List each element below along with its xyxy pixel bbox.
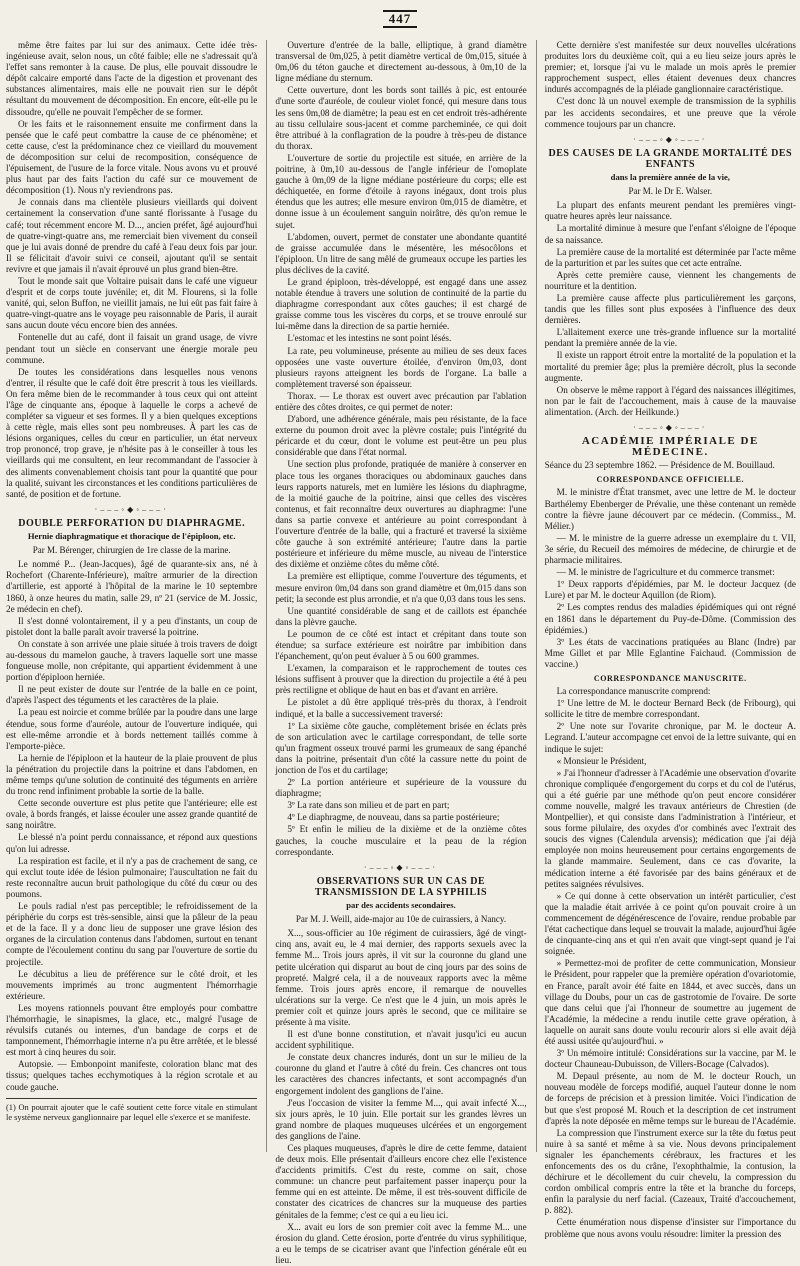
body-paragraph: L'examen, la comparaison et le rapprochement de toutes ces lésions suffisent à prouver que la direction du projectile a été à peu près rectiligne et oblique de haut en bas et d'avant en arrière.	[275, 663, 527, 696]
body-paragraph: Or les faits et le raisonnement ensuite me confirment dans la pensée que le café peut combattre la cause de ce phénomène; et cette cause, c'est la prédominance chez ce vieillard du mouvement de décomposition sur celui de recomposition, conséquence de l'épuisement, de l'usure de la force vitale. Nous avons vu et prouvé plus haut par des faits l'action du café sur ce mouvement de décomposition (1). Nous n'y reviendrons pas.	[6, 118, 258, 196]
body-paragraph: Cette ouverture, dont les bords sont taillés à pic, est entourée d'une sorte d'auréole, de couleur violet foncé, qui mesure dans tous les sens 0m,08 de diamètre; la peau est en cet endroit très-adhérente au tissu cellulaire sous-jacent et comme parcheminée, ce qui doit être attribué à la conflagration de la poudre à très-peu de distance du thorax.	[275, 85, 527, 151]
body-paragraph: Il est d'une bonne constitution, et n'avait jusqu'ici eu aucun accident syphilitique.	[275, 1029, 527, 1051]
body-paragraph: Cette énumération nous dispense d'insister sur l'importance du problème que nous avons voulu résoudre: limiter la pression des	[544, 1217, 796, 1239]
body-paragraph: Thorax. — Le thorax est ouvert avec précaution par l'ablation entière des côtes droites, ce qui permet de noter:	[275, 390, 527, 412]
body-paragraph: — M. le ministre de la guerre adresse un exemplaire du t. VII, 3e série, du Recueil des mémoires de médecine, de chirurgie et de pharmacie militaires.	[544, 532, 796, 566]
body-paragraph: X... avait eu lors de son premier coït avec la femme M... une érosion du gland. Cette érosion, porte d'entrée du virus syphilitique, a eu le temps de se cicatriser avant que l'infection générale eût eu lieu.	[275, 1221, 527, 1265]
body-paragraph: M. le ministre d'État transmet, avec une lettre de M. le docteur Barthélemy Ebenberger de Prévalie, une thèse contenant un remède contre la fièvre jaune découvert par ce médecin. (Commiss., M. Mélier.)	[544, 487, 796, 531]
divider-ornament: ·‒‒‒◦◆◦‒‒‒·	[633, 423, 708, 432]
body-paragraph: 1º La sixième côte gauche, complètement brisée en éclats près de son articulation avec le cartilage correspondant, de telle sorte qu'un fragment osseux trouvé parmi les grumeaux de sang épanché dans la poitrine, présentait d'un côté la cassure nette du point de jonction de l'os et du cartilage;	[275, 720, 527, 775]
body-paragraph: Il ne peut exister de doute sur l'entrée de la balle en ce point, d'après l'aspect des téguments et les caractères de la plaie.	[6, 684, 258, 706]
column-right	[536, 40, 796, 1239]
body-paragraph: » J'ai l'honneur d'adresser à l'Académie une observation d'ovarite chronique compliquée d'engorgement du corps et du col de l'utérus, qui a été guérie par une méthode qu'on peut encore considérer comme nouvelle, malgré les travaux antérieurs de Chrestien (de Montpellier), et qui consiste dans l'administration à l'intérieur, et sous forme pilulaire, des oxydes d'or combinés avec l'extrait des soucis des vignes (Calendula arvensis); médication que j'ai déjà employée non moins heureusement pour certains engorgements de la glande mammaire. Seulement, dans ce cas d'ovarite, la médication interne a été favorisée par des bains généraux et de petites saignées révulsives.	[544, 767, 796, 889]
article-subtitle: Hernie diaphragmatique et thoracique de l'épiploon, etc.	[27, 531, 236, 542]
body-paragraph: « Monsieur le Président,	[556, 755, 647, 766]
academy-session: Séance du 23 septembre 1862. — Présidence de M. Bouillaud.	[544, 460, 775, 471]
body-paragraph: Le grand épiploon, très-développé, est engagé dans une assez notable étendue à travers une solution de continuité de la partie du diaphragme correspondant aux côtes gauches; il est chargé de graisse comme tous les viscères du corps, et se trouve enroulé sur lui-même dans la direction de sa partie herniée.	[275, 276, 527, 332]
body-paragraph: Le poumon de ce côté est intact et crépitant dans toute son étendue; sa surface extérieure est noirâtre par imbibition dans l'épanchement, qu'on peut évaluer à 5 ou 600 grammes.	[275, 628, 527, 662]
body-paragraph: Je constate deux chancres indurés, dont un sur le milieu de la couronne du gland et l'autre à côté du frein. Ces chancres ont tous les caractères des chancres infectants, et sont accompagnés d'un engorgement indolent des ganglions de l'aine.	[275, 1052, 527, 1096]
body-paragraph: Le blessé n'a point perdu connaissance, et répond aux questions qu'on lui adresse.	[6, 832, 258, 854]
article-byline: Par M. J. Weill, aide-major au 10e de cuirassiers, à Nancy.	[295, 914, 507, 925]
body-paragraph: Le pistolet a dû être appliqué très-près du thorax, à l'endroit indiqué, et la balle a successivement traversé:	[275, 697, 527, 719]
body-paragraph: 2º Une note sur l'ovarite chronique, par M. le docteur A. Legrand. L'auteur accompagne cet envoi de la lettre suivante, qui en indique le sujet:	[544, 721, 796, 754]
body-paragraph: Ces plaques muqueuses, d'après le dire de cette femme, dataient de deux mois. Elle présentait d'ailleurs encore chez elle l'existence d'accidents primitifs. C'est du reste, comme on sait, chose commune: un chancre peut parfaitement passer inaperçu pour la femme qui en est atteinte. De même, il est très-souvent difficile de constater des cicatrices de chancres sur la muqueuse des parties génitales de la femme; c'est ce qui a eu lieu ici.	[275, 1143, 527, 1220]
body-paragraph: Ouverture d'entrée de la balle, elliptique, à grand diamètre transversal de 0m,025, à petit diamètre vertical de 0m,015, située à 0m,06 du téton gauche et directement au-dessous, à 0m,10 de la ligne médiane du sternum.	[275, 40, 527, 84]
academy-title: ACADÉMIE IMPÉRIALE DE MÉDECINE.	[581, 435, 759, 459]
body-paragraph: La peau est noircie et comme brûlée par la poudre dans une large étendue, sous forme d'auréole, autour de l'ouverture indiquée, qui est elle-même arrondie et à bords nettement taillés comme à l'emporte-pièce.	[6, 707, 258, 751]
body-paragraph: La respiration est facile, et il n'y a pas de crachement de sang, ce qui exclut toute idée de lésion pulmonaire; l'auscultation ne fait du reste reconnaître aucun bruit pathologique du côté du cœur ou des poumons.	[6, 855, 258, 899]
body-paragraph: Après cette première cause, viennent les changements de nourriture et la dentition.	[544, 269, 796, 291]
body-paragraph: Une quantité considérable de sang et de caillots est épanchée dans la plèvre gauche.	[275, 605, 527, 627]
body-paragraph: 3º La rate dans son milieu et de part en part;	[287, 800, 450, 811]
body-paragraph: M. Depaul présente, au nom de M. le docteur Rouch, un nouveau modèle de forceps modifié, auquel l'auteur donne le nom de forceps de précision et à pression limitée. Voici l'indication de but que s'est proposé M. Rouch et la description de cet instrument d'après la note déposée en même temps sur le bureau de l'Académie.	[544, 1071, 796, 1126]
body-paragraph: Il existe un rapport étroit entre la mortalité de la population et la mortalité du premier âge; plus la première décroît, plus la seconde augmente.	[544, 350, 796, 383]
body-paragraph: D'abord, une adhérence générale, mais peu résistante, de la face externe du poumon droit avec la plèvre costale; puis l'intégrité du péricarde et du cœur, dont le volume est peut-être un peu plus considérable que dans l'état normal.	[275, 414, 527, 458]
body-paragraph: On constate à son arrivée une plaie située à trois travers de doigt au-dessous du mamelon gauche, à travers laquelle sort une masse fongueuse molle, non crépitante, qui appartient évidemment à une portion d'épiploon herniée.	[6, 638, 258, 683]
body-paragraph: — M. le ministre de l'agriculture et du commerce transmet:	[556, 567, 775, 578]
body-paragraph: La première cause affecte plus particulièrement les garçons, tandis que les filles sont plus exposées à l'influence des deux dernières.	[544, 292, 796, 326]
body-paragraph: On observe le même rapport à l'égard des naissances illégitimes, non par le fait de l'accouchement, mais à cause de la mauvaise alimentation. (Arch. der Heilkunde.)	[544, 384, 796, 417]
body-paragraph: L'allaitement exerce une très-grande influence sur la mortalité pendant la première année de la vie.	[544, 327, 796, 349]
body-paragraph: J'eus l'occasion de visiter la femme M..., qui avait infecté X..., six jours après, le 10 juin. Elle portait sur les grandes lèvres un grand nombre de plaques muqueuses ulcérées et un engorgement des ganglions de l'aine.	[275, 1097, 527, 1141]
body-paragraph: La première est elliptique, comme l'ouverture des téguments, et mesure environ 0m,04 dans son grand diamètre et 0m,015 dans son petit; la seconde est plus arrondie, et n'a que 0,03 dans tous les sens.	[275, 571, 527, 604]
body-paragraph: 2º Les comptes rendus des maladies épidémiques qui ont régné en 1861 dans le département du Puy-de-Dôme. (Commission des épidémies.)	[544, 602, 796, 635]
body-paragraph: La correspondance manuscrite comprend:	[556, 686, 711, 697]
body-paragraph: Les moyens rationnels pouvant être employés pour combattre l'hémorrhagie, le sinapismes, la glace, etc., malgré l'usage de révulsifs cutanés ou internes, d'un bandage de corps et de tamponnement, l'hémorrhagie interne n'a pu être arrêtée, et le blessé est mort à cinq heures du soir.	[6, 1002, 258, 1058]
article-subtitle: par des accidents secondaires.	[346, 900, 456, 911]
divider-ornament: ·‒‒‒◦◆◦‒‒‒·	[363, 862, 439, 872]
footnote-rule	[6, 1098, 257, 1099]
body-paragraph: C'est donc là un nouvel exemple de transmission de la syphilis par les accidents secondaires, et une preuve que la vérole commence toujours par un chancre.	[544, 96, 796, 129]
body-paragraph: même être faites par lui sur des animaux. Cette idée très-ingénieuse avait, selon nous, un côté faible; elle ne s'adressait qu'à l'effet sans remonter à la cause. De plus, elle pouvait dissoudre le dépôt calcaire emporté dans l'acte de la digestion et provenant des substances alimentaires, mais elle ne pouvait rien sur le dépôt résultant du mouvement de décomposition. En encore, eût-elle pu le dissoudre, qu'elle ne pouvait l'empêcher de se former.	[6, 40, 258, 117]
body-paragraph: 1º Deux rapports d'épidémies, par M. le docteur Jacquez (de Lure) et par M. le docteur Aquillon (de Riom).	[544, 579, 796, 601]
body-paragraph: La mortalité diminue à mesure que l'enfant s'éloigne de l'époque de sa naissance.	[544, 223, 796, 245]
body-paragraph: 3º Les états de vaccinations pratiquées au Blanc (Indre) par Mme Gillet et par Mlle Eglantine Faichaud. (Commission de vaccine.)	[544, 636, 796, 669]
article-title: DES CAUSES DE LA GRANDE MORTALITÉ DES ENFANTS	[548, 147, 793, 170]
body-paragraph: X..., sous-officier au 10e régiment de cuirassiers, âgé de vingt-cinq ans, avait eu, le 4 mai dernier, des rapports sexuels avec la femme M... Trois jours après, il vit sur la couronne du gland une petite ulcération qui disparut au bout de cinq jours par des soins de propreté. Malgré cela, il a de nouveaux rapports avec la même femme. Trois jours après encore, il remarque de nouvelles ulcérations sur la verge. Ce n'est que le 4 juin, un mois après le premier coït et quinze jours après le second, que ce militaire se présente à ma visite.	[275, 928, 527, 1027]
article-byline: Par M. Bérenger, chirurgien de 1re classe de la marine.	[32, 545, 231, 556]
body-paragraph: Le pouls radial n'est pas perceptible; le refroidissement de la périphérie du corps est très-sensible, ainsi que la pâleur de la peau et de la face. Il y a donc lieu de supposer une grave lésion des organes de la circulation contenus dans l'abdomen, surtout en tenant compte de l'écoulement continu du sang par l'ouverture de sortie du projectile.	[6, 901, 258, 967]
body-paragraph: 3º Un mémoire intitulé: Considérations sur la vaccine, par M. le docteur Chauneau-Dubuisson, de Villers-Bocage (Calvados).	[544, 1048, 796, 1070]
article-columns	[6, 40, 796, 1265]
body-paragraph: 1º Une lettre de M. le docteur Bernard Beck (de Fribourg), qui sollicite le titre de membre correspondant.	[544, 698, 796, 720]
body-paragraph: Cette dernière s'est manifestée sur deux nouvelles ulcérations produites lors du deuxième coït, qui a eu lieu seize jours après le premier; et, lorsque j'ai vu le malade un mois après le premier rapprochement suspect, elles étaient devenues deux chancres indurés accompagnés de la pléiade ganglionnaire caractéristique.	[544, 40, 796, 95]
divider-ornament: ·‒‒‒◦◆◦‒‒‒·	[94, 504, 169, 514]
body-paragraph: » Permettez-moi de profiter de cette communication, Monsieur le Président, pour rappeler que la première opération d'ovariotomie, en France, paraît avoir été faite en 1844, et avec succès, dans un village du Doubs, pour un cas de gastrotomie de l'ovaire. De sorte que dans celui que j'ai l'honneur de soumettre au jugement de l'Académie, la médecine a rendu inutile cette grave opération, à laquelle on aurait sans doute voulu recourir alors si elle avait déjà été aussi usitée qu'aujourd'hui. »	[544, 958, 796, 1046]
body-paragraph: Il s'est donné volontairement, il y a peu d'instants, un coup de pistolet dont la balle paraît avoir traversé la poitrine.	[6, 615, 258, 637]
article-byline: Par M. le Dr E. Walser.	[628, 186, 713, 197]
body-paragraph: Cette seconde ouverture est plus petite que l'antérieure; elle est ovale, à bords frangés, et laisse écouler une assez grande quantité de sang noirâtre.	[6, 798, 258, 831]
body-paragraph: Le décubitus a lieu de préférence sur le côté droit, et les mouvements imprimés au tronc augmentent l'hémorrhagie extérieure.	[6, 968, 258, 1001]
body-paragraph: Tout le monde sait que Voltaire puisait dans le café une vigueur d'esprit et de corps toute juvénile; et, dit M. Flourens, si la folle vanité, qui, selon Buffon, ne vieillit jamais, ne lui eût pas fait faire à quatre-vingt-quatre ans le voyage peu raisonnable de Paris, il aurait sans aucun doute vécu encore bien des années.	[6, 275, 258, 331]
footnote: (1) On pourrait ajouter que le café soutient cette force vitale en stimulant le système nerveux ganglionnaire par lequel elle s'exerce et se manifeste.	[6, 1102, 258, 1122]
page-header	[0, 10, 800, 32]
body-paragraph: 5º Et enfin le milieu de la dixième et de la onzième côtes gauches, la couche musculaire et la peau de la région correspondante.	[275, 824, 527, 857]
body-paragraph: 4º Le diaphragme, de nouveau, dans sa partie postérieure;	[287, 812, 500, 823]
body-paragraph: La première cause de la mortalité est déterminée par l'acte même de la parturition et par les suites que cet acte entraîne.	[544, 246, 796, 268]
divider-ornament: ·‒‒‒◦◆◦‒‒‒·	[633, 134, 708, 144]
column-middle	[266, 40, 527, 1265]
body-paragraph: 2º La portion antérieure et supérieure de la voussure du diaphragme;	[275, 777, 527, 799]
body-paragraph: L'abdomen, ouvert, permet de constater une abondante quantité de graisse accumulée dans le mésentère, les mésocôlons et l'épiploon. Un litre de sang mêlé de grumeaux occupe les parties les plus déclives de la cavité.	[275, 231, 527, 275]
body-paragraph: La hernie de l'épiploon et la hauteur de la plaie prouvent de plus la pénétration du projectile dans la poitrine et dans l'abdomen, en même temps qu'une solution de continuité des téguments en arrière du tronc rend infiniment probable la sortie de la balle.	[6, 752, 258, 797]
body-paragraph: Je connais dans ma clientèle plusieurs vieillards qui doivent certainement la conservation d'une santé florissante à l'usage du café; tout récemment encore M. D..., ancien préfet, âgé aujourd'hui de quatre-vingt-quatre ans, me remerciait bien vivement du conseil que je lui avais donné de prendre du café à l'eau deux fois par jour. Il se félicitait d'avoir suivi ce conseil, ajoutant qu'il se sentait revivre et que jamais il n'avait éprouvé un plus grand bien-être.	[6, 197, 258, 274]
body-paragraph: » Ce qui donne à cette observation un intérêt particulier, c'est que la maladie était arrivée à ce point qu'on pouvait croire à un commencement de dégénérescence de l'ovaire, rendue probable par l'état cachectique dans lequel se trouvait la malade, aujourd'hui âgée de cinquante-cinq ans et qui n'en avait que vingt-sept quand je l'ai soignée.	[544, 890, 796, 957]
body-paragraph: La compression que l'instrument exerce sur la tête du fœtus peut nuire à sa santé et même à sa vie. Nous devons principalement signaler les épanchements cérébraux, les fractures et les enfoncements des os du crâne, l'exophthalmie, la contusion, la déchirure et le décollement du cuir chevelu, la compression du cordon ombilical compris entre la tête et la branche du forceps, enfin la paralysie du nerf facial. (Cazeaux, Traité d'accouchement, p. 882).	[544, 1127, 796, 1216]
page-number: 447	[383, 10, 418, 28]
body-paragraph: L'ouverture de sortie du projectile est située, en arrière de la poitrine, à 0m,10 au-dessous de l'angle inférieur de l'omoplate gauche à 0m,09 de la ligne médiane postérieure du corps; elle est déchiquetée, en forme d'étoile à rayons inégaux, dont trois plus étendus que les autres; elle mesure environ 0m,015 de diamètre, et donne issue à un écoulement sanguin noirâtre, dès qu'on remue le sujet.	[275, 152, 527, 230]
body-paragraph: Une section plus profonde, pratiquée de manière à conserver en place tous les organes thoraciques ou abdominaux gauches dans leurs rapports naturels, met en lumière les lésions du diaphragme, de la moitié gauche de la poitrine, ainsi que celles des viscères contenus, et fait reconnaître deux ouvertures au diaphragme: l'une dans sa partie convexe et antérieure au point correspondant à l'ouverture d'entrée de la balle, qui a fracturé et traversé la sixième côte gauche à son extrémité antérieure; l'autre dans la partie postérieure et inférieure du même muscle, au niveau de l'interstice des dixième et onzième côtes du même côté.	[275, 459, 527, 570]
section-heading-manuscript: CORRESPONDANCE MANUSCRITE.	[593, 673, 747, 683]
body-paragraph: De toutes les considérations dans lesquelles nous venons d'entrer, il résulte que le café doit être prescrit à tous les vieillards. On fera même bien de le recommander à tous ceux qui ont atteint l'âge de cinquante ans, époque à laquelle le corps a achevé de compléter sa vigueur et ses formes. Il y a bien quelques exceptions à cette règle, mais elles sont peu nombreuses. À part les cas de lésions organiques, celles du cœur en particulier, un état nerveux trop prononcé, trop grave, je n'hésite pas à le conseiller à tous les vieillards qui me consultent, en leur recommandant de l'associer à des aliments convenablement choisis tant pour la quantité que pour la qualité, suivant les circonstances et les conditions particulières de santé, de position et de fortune.	[6, 366, 258, 499]
article-title: OBSERVATIONS SUR UN CAS DE TRANSMISSION DE LA SYPHILIS	[314, 875, 488, 898]
body-paragraph: Le nommé P... (Jean-Jacques), âgé de quarante-six ans, né à Rochefort (Charente-Inférieure), maître armurier de la direction d'artillerie, est apporté à l'hôpital de la marine le 10 septembre 1860, à onze heures du matin, salle 29, nº 21 (service de M. Jossic, 2e médecin en chef).	[6, 559, 258, 614]
article-subtitle: dans la première année de la vie,	[610, 172, 730, 183]
body-paragraph: La plupart des enfants meurent pendant les premières vingt-quatre heures après leur naissance.	[544, 200, 796, 222]
body-paragraph: L'estomac et les intestins ne sont point lésés.	[287, 333, 452, 344]
body-paragraph: Fontenelle dut au café, dont il faisait un grand usage, de vivre pendant tout un siècle en conservant une énergie morale peu commune.	[6, 332, 258, 365]
body-paragraph: Autopsie. — Embonpoint manifeste, coloration blanc mat des tissus; quelques taches ecchymotiques à la région scrotale et au coude gauche.	[6, 1059, 258, 1092]
column-left	[6, 40, 257, 1152]
body-paragraph: La rate, peu volumineuse, présente au milieu de ses deux faces opposées une vaste ouverture étoilée, d'environ 0m,03, dont plusieurs rayons atteignent les bords de l'organe. La balle a complètement traversé son épaisseur.	[275, 345, 527, 389]
article-title: DOUBLE PERFORATION DU DIAPHRAGME.	[18, 517, 246, 529]
section-heading-official: CORRESPONDANCE OFFICIELLE.	[596, 475, 745, 485]
